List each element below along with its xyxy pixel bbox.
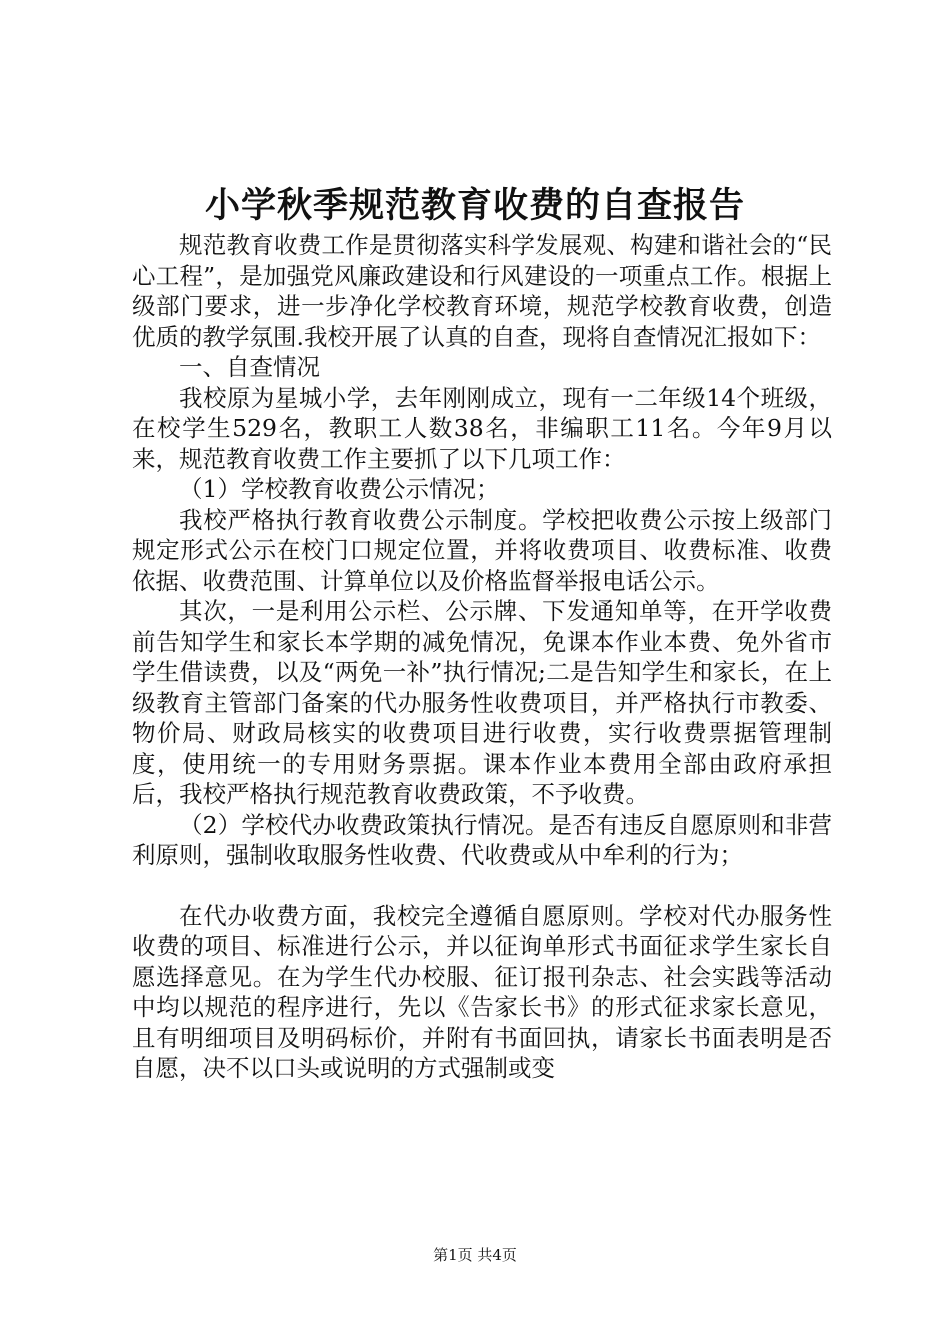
subheading-fee-disclosure: （1）学校教育收费公示情况； [179,475,500,503]
subheading-agency-fees: （2）学校代办收费政策执行情况。是否有违反自愿原则和非营利原则，强制收取服务性收费、代收费或从中牟利的行为； [132,810,832,869]
paragraph-school-overview: 我校原为星城小学，去年刚刚成立，现有一二年级14个班级，在校学生529名，教职工人数38名，非编职工11名。今年9月以来，规范教育收费工作主要抓了以下几项工作： [132,383,832,473]
document-title: 小学秋季规范教育收费的自查报告 [204,185,745,226]
paragraph-fee-disclosure: 我校严格执行教育收费公示制度。学校把收费公示按上级部门规定形式公示在校门口规定位置，并将收费项目、收费标准、收费依据、收费范围、计算单位以及价格监督举报电话公示。 [132,505,832,595]
section-heading-self-inspection: 一、自查情况 [179,353,320,381]
page-footer: 第1页 共4页 [433,1246,517,1264]
paragraph-agency-fees: 在代办收费方面，我校完全遵循自愿原则。学校对代办服务性收费的项目、标准进行公示，并以征询单形式书面征求学生家长自愿选择意见。在为学生代办校服、征订报刊杂志、社会实践等活动中均以规范的程序进行，先以《告家长书》的形式征求家长意见，且有明细项目及明码标价，并附有书面回执，请家长书面表明是否自愿，决不以口头或说明的方式强制或变 [132,901,832,1082]
paragraph-secondly: 其次，一是利用公示栏、公示牌、下发通知单等，在开学收费前告知学生和家长本学期的减免情况，免课本作业本费、免外省市学生借读费，以及“两免一补”执行情况;二是告知学生和家长，在上级教育主管部门备案的代办服务性收费项目，并严格执行市教委、物价局、财政局核实的收费项目进行收费，实行收费票据管理制度，使用统一的专用财务票据。课本作业本费用全部由政府承担后，我校严格执行规范教育收费政策，不予收费。 [132,597,832,808]
paragraph-intro: 规范教育收费工作是贯彻落实科学发展观、构建和谐社会的“民心工程”，是加强党风廉政建设和行风建设的一项重点工作。根据上级部门要求，进一步净化学校教育环境，规范学校教育收费，创造优质的教学氛围.我校开展了认真的自查，现将自查情况汇报如下： [132,231,832,351]
document-body [132,230,832,1084]
